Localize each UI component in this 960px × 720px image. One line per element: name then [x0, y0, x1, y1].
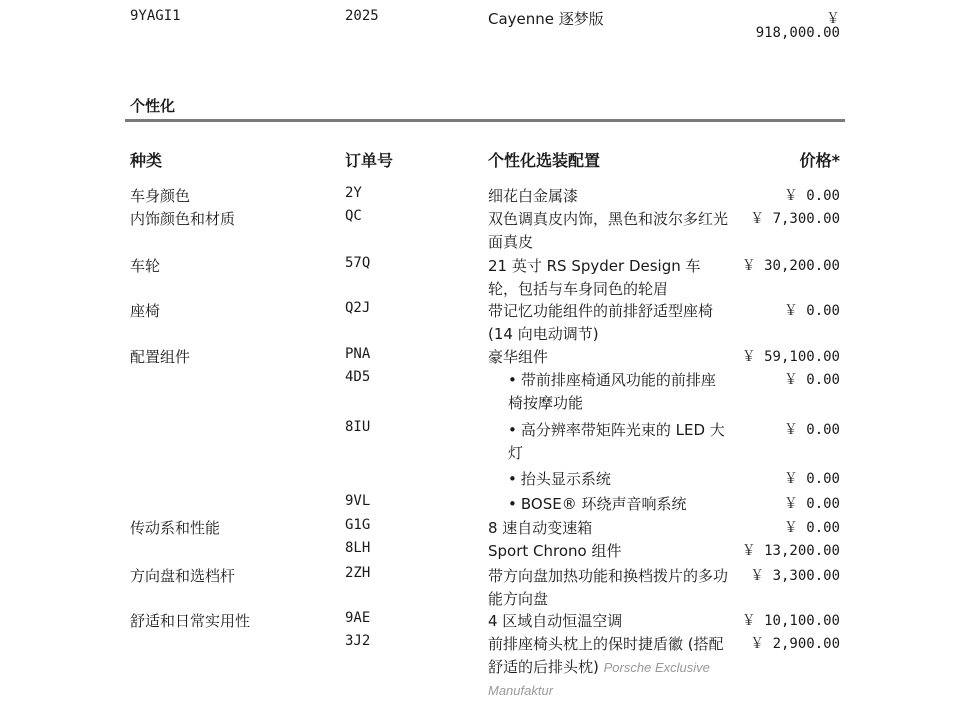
row-option	[508, 468, 728, 491]
row-option	[488, 633, 728, 702]
row-option	[488, 610, 728, 633]
row-option-text: BOSE® 环绕声音响系统	[520, 495, 687, 513]
row-option	[488, 517, 728, 540]
section-divider	[125, 119, 845, 122]
row-order-no: 8IU	[345, 419, 371, 435]
row-option	[508, 419, 728, 465]
row-option	[508, 369, 728, 415]
row-option-text: 带方向盘加热功能和换档拨片的多功能方向盘	[488, 567, 729, 608]
row-option-text: 前排座椅头枕上的保时捷盾徽 (搭配舒适的后排头枕)	[488, 635, 724, 676]
row-order-no: QC	[345, 208, 362, 224]
row-option	[488, 208, 728, 254]
row-order-no: G1G	[345, 517, 371, 533]
row-order-no: 8LH	[345, 540, 371, 556]
model-price: 918,000.00	[755, 25, 840, 41]
row-category: 配置组件	[130, 348, 191, 366]
row-order-no: PNA	[345, 346, 371, 362]
row-option-text: 双色调真皮内饰，黑色和波尔多红光面真皮	[488, 210, 729, 251]
row-option-text: 带记忆功能组件的前排舒适型座椅 (14 向电动调节)	[488, 302, 714, 343]
bullet-icon: •	[508, 470, 517, 488]
row-option-text: 4 区域自动恒温空调	[488, 612, 623, 630]
row-category: 座椅	[130, 302, 161, 320]
row-order-no: 2ZH	[345, 565, 371, 581]
header-price: 价格*	[799, 151, 840, 170]
row-order-no: 9VL	[345, 493, 371, 509]
row-price: ￥ 0.00	[783, 372, 840, 388]
row-order-no: 4D5	[345, 369, 371, 385]
row-price: ￥ 7,300.00	[750, 211, 840, 227]
row-category: 内饰颜色和材质	[130, 210, 236, 228]
row-price: ￥ 10,100.00	[741, 613, 840, 629]
model-year: 2025	[345, 8, 379, 24]
row-option	[488, 255, 728, 301]
header-order-no: 订单号	[345, 151, 394, 170]
bullet-icon: •	[508, 421, 517, 439]
row-option-text: Sport Chrono 组件	[488, 542, 622, 560]
row-price: ￥ 3,300.00	[750, 568, 840, 584]
row-option	[488, 346, 728, 369]
bullet-icon: •	[508, 495, 517, 513]
row-option-text: 8 速自动变速箱	[488, 519, 593, 537]
row-price: ￥ 0.00	[783, 422, 840, 438]
row-price: ￥ 0.00	[783, 520, 840, 536]
row-option-text: 细花白金属漆	[488, 187, 579, 205]
row-order-no: 57Q	[345, 255, 371, 271]
row-order-no: 2Y	[345, 185, 362, 201]
row-option-text: 高分辨率带矩阵光束的 LED 大灯	[508, 421, 725, 462]
row-option	[488, 540, 728, 563]
row-option	[508, 493, 728, 516]
row-category: 传动系和性能	[130, 519, 221, 537]
row-price: ￥ 0.00	[783, 471, 840, 487]
row-price: ￥ 30,200.00	[741, 258, 840, 274]
header-option: 个性化选装配置	[488, 151, 601, 170]
row-option-text: 带前排座椅通风功能的前排座椅按摩功能	[508, 371, 716, 412]
row-option	[488, 185, 728, 208]
bullet-icon: •	[508, 371, 517, 389]
row-price: ￥ 0.00	[783, 188, 840, 204]
model-name: Cayenne 逐梦版	[488, 10, 604, 28]
section-title: 个性化	[130, 97, 176, 115]
exclusive-manufaktur-note: Porsche Exclusive Manufaktur	[488, 660, 710, 698]
header-category: 种类	[130, 151, 163, 170]
row-category: 方向盘和选档杆	[130, 567, 236, 585]
row-category: 车轮	[130, 257, 161, 275]
model-code: 9YAGI1	[130, 8, 181, 24]
row-option-text: 21 英寸 RS Spyder Design 车轮，包括与车身同色的轮眉	[488, 257, 701, 298]
row-option-text: 豪华组件	[488, 348, 549, 366]
row-price: ￥ 2,900.00	[750, 636, 840, 652]
model-currency: ￥	[826, 11, 840, 27]
row-category: 舒适和日常实用性	[130, 612, 251, 630]
row-price: ￥ 0.00	[783, 496, 840, 512]
row-order-no: 9AE	[345, 610, 371, 626]
row-order-no: 3J2	[345, 633, 371, 649]
row-option-text: 抬头显示系统	[520, 470, 611, 488]
row-option	[488, 565, 728, 611]
row-category: 车身颜色	[130, 187, 191, 205]
row-option	[488, 300, 728, 346]
row-price: ￥ 0.00	[783, 303, 840, 319]
row-price: ￥ 13,200.00	[741, 543, 840, 559]
row-order-no: Q2J	[345, 300, 371, 316]
row-price: ￥ 59,100.00	[741, 349, 840, 365]
